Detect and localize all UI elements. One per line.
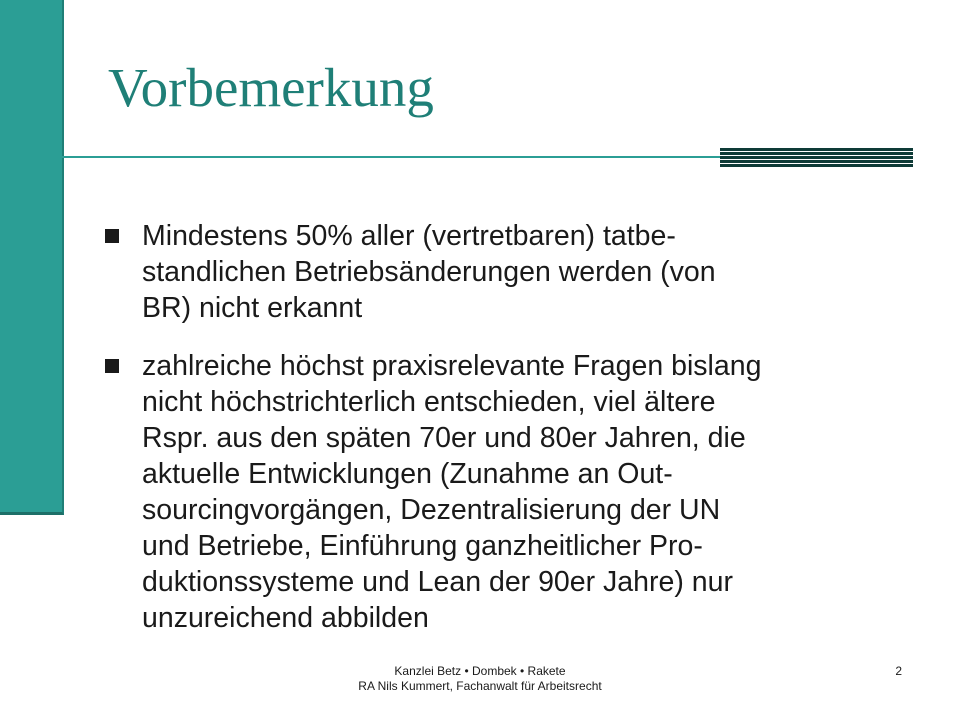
bullet-list <box>105 218 865 658</box>
bullet-item-2 <box>105 348 865 636</box>
footer-author: RA Nils Kummert, Fachanwalt für Arbeitsrecht <box>358 679 602 693</box>
bullet-1-line-3: BR) nicht erkannt <box>142 292 363 324</box>
bullet-2-line-8: unzureichend abbilden <box>142 602 429 634</box>
bullet-2-line-5: sourcingvorgängen, Dezentralisierung der UN <box>142 494 721 526</box>
bullet-item-1 <box>105 218 865 326</box>
bullet-1-line-2: standlichen Betriebsänderungen werden (von <box>142 256 716 288</box>
bullet-2-line-7: duktionssysteme und Lean der 90er Jahre) nur <box>142 566 733 598</box>
square-bullet-icon <box>105 359 119 373</box>
page-number: 2 <box>895 664 902 678</box>
bullet-1-line-1: Mindestens 50% aller (vertretbaren) tatbe- <box>142 220 676 252</box>
bullet-2-line-4: aktuelle Entwicklungen (Zunahme an Out- <box>142 458 673 490</box>
bullet-2-line-1: zahlreiche höchst praxisrelevante Fragen bislang <box>142 350 762 382</box>
title-divider-accent <box>720 148 913 168</box>
footer-text <box>330 664 630 694</box>
left-accent-bar <box>0 0 64 515</box>
bullet-2-line-2: nicht höchstrichterlich entschieden, viel ältere <box>142 386 716 418</box>
title-divider-line <box>40 156 730 158</box>
footer-firm-name: Kanzlei Betz • Dombek • Rakete <box>394 664 566 678</box>
bullet-2-line-6: und Betriebe, Einführung ganzheitlicher Pro- <box>142 530 703 562</box>
square-bullet-icon <box>105 229 119 243</box>
bullet-2-line-3: Rspr. aus den späten 70er und 80er Jahren, die <box>142 422 746 454</box>
slide-title: Vorbemerkung <box>108 57 434 118</box>
